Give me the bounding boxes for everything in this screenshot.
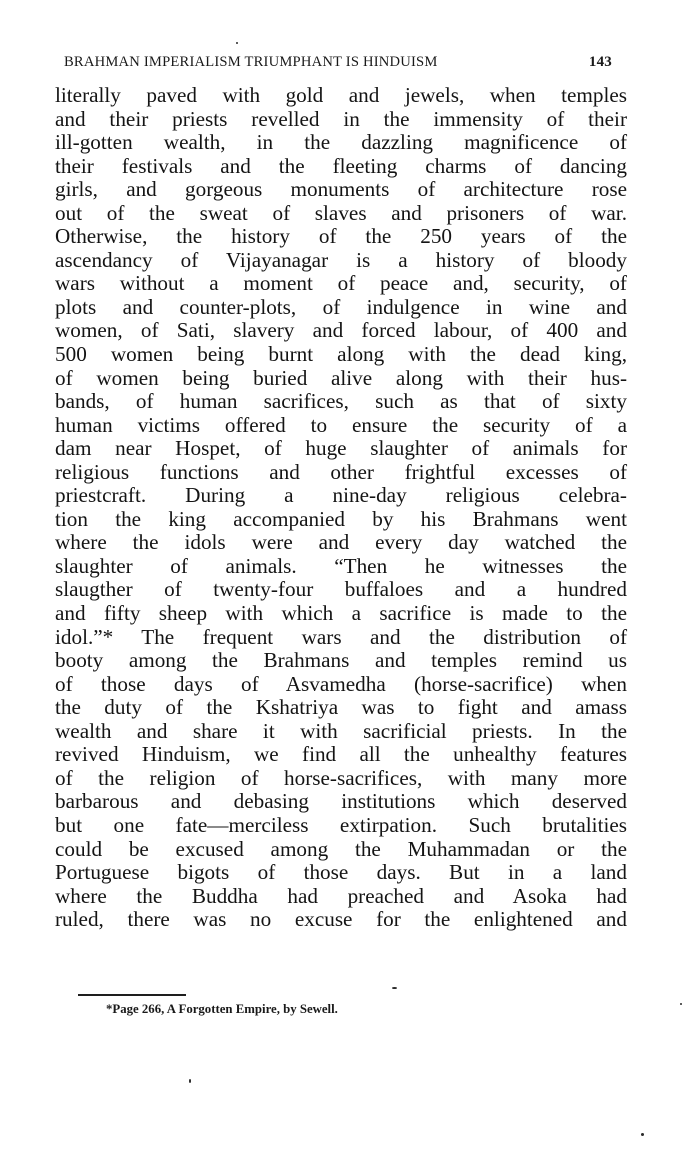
- text-line: literally paved with gold and jewels, when temples: [55, 83, 627, 107]
- scan-speck: [392, 987, 397, 989]
- text-line: ruled, there was no excuse for the enlightened and: [55, 907, 627, 932]
- text-line: girls, and gorgeous monuments of architecture rose: [55, 177, 627, 202]
- text-line: wars without a moment of peace and, security, of: [55, 271, 627, 296]
- text-line: of women being buried alive along with their hus-: [55, 365, 627, 390]
- body-text: [55, 84, 627, 932]
- text-line: wealth and share it with sacrificial priests. In the: [55, 718, 627, 743]
- scan-speck: [189, 1079, 191, 1083]
- text-line: human victims offered to ensure the security of a: [55, 412, 627, 437]
- text-line: revived Hinduism, we find all the unhealthy features: [55, 742, 627, 767]
- footnote-rule: [78, 994, 186, 996]
- text-line: religious functions and other frightful excesses of: [55, 459, 627, 484]
- text-line: Otherwise, the history of the 250 years of the: [55, 224, 627, 249]
- text-line: ascendancy of Vijayanagar is a history of bloody: [55, 247, 627, 272]
- text-line: slaughter of animals. “Then he witnesses the: [55, 553, 627, 578]
- text-line: barbarous and debasing institutions which deserved: [55, 789, 627, 814]
- text-line: their festivals and the fleeting charms of dancing: [55, 153, 627, 178]
- text-line: of the religion of horse-sacrifices, with many more: [55, 765, 627, 790]
- text-line: of those days of Asvamedha (horse-sacrifice) when: [55, 671, 627, 696]
- scan-speck: [680, 1003, 682, 1005]
- text-line: bands, of human sacrifices, such as that of sixty: [55, 389, 627, 414]
- chapter-title: BRAHMAN IMPERIALISM TRIUMPHANT IS HINDUISM: [64, 54, 438, 70]
- text-line: out of the sweat of slaves and prisoners of war.: [55, 200, 627, 225]
- text-line: idol.”* The frequent wars and the distribution of: [55, 624, 627, 649]
- text-line: slaugther of twenty-four buffaloes and a hundred: [55, 577, 627, 602]
- text-line: dam near Hospet, of huge slaughter of animals for: [55, 436, 627, 461]
- page-number: 143: [588, 54, 612, 70]
- text-line: women, of Sati, slavery and forced labour, of 400 and: [55, 318, 627, 343]
- scan-speck: [236, 42, 238, 44]
- text-line: but one fate—merciless extirpation. Such brutalities: [55, 812, 627, 837]
- text-line: could be excused among the Muhammadan or the: [55, 836, 627, 861]
- text-line: the duty of the Kshatriya was to fight and amass: [55, 695, 627, 720]
- text-line: ill-gotten wealth, in the dazzling magnificence of: [55, 130, 627, 155]
- text-line: plots and counter-plots, of indulgence in wine and: [55, 294, 627, 319]
- running-head: [64, 54, 612, 71]
- text-line: 500 women being burnt along with the dead king,: [55, 342, 627, 367]
- text-line: and fifty sheep with which a sacrifice is made to the: [55, 601, 627, 626]
- text-line: priestcraft. During a nine-day religious celebra-: [55, 483, 627, 508]
- text-line: and their priests revelled in the immensity of their: [55, 106, 627, 131]
- footnote: *Page 266, A Forgotten Empire, by Sewell.: [106, 1002, 338, 1016]
- text-line: Portuguese bigots of those days. But in a land: [55, 860, 627, 885]
- scan-speck: [641, 1133, 644, 1136]
- text-line: where the idols were and every day watched the: [55, 530, 627, 555]
- text-line: tion the king accompanied by his Brahmans went: [55, 506, 627, 531]
- text-line: booty among the Brahmans and temples remind us: [55, 648, 627, 673]
- text-line: where the Buddha had preached and Asoka had: [55, 883, 627, 908]
